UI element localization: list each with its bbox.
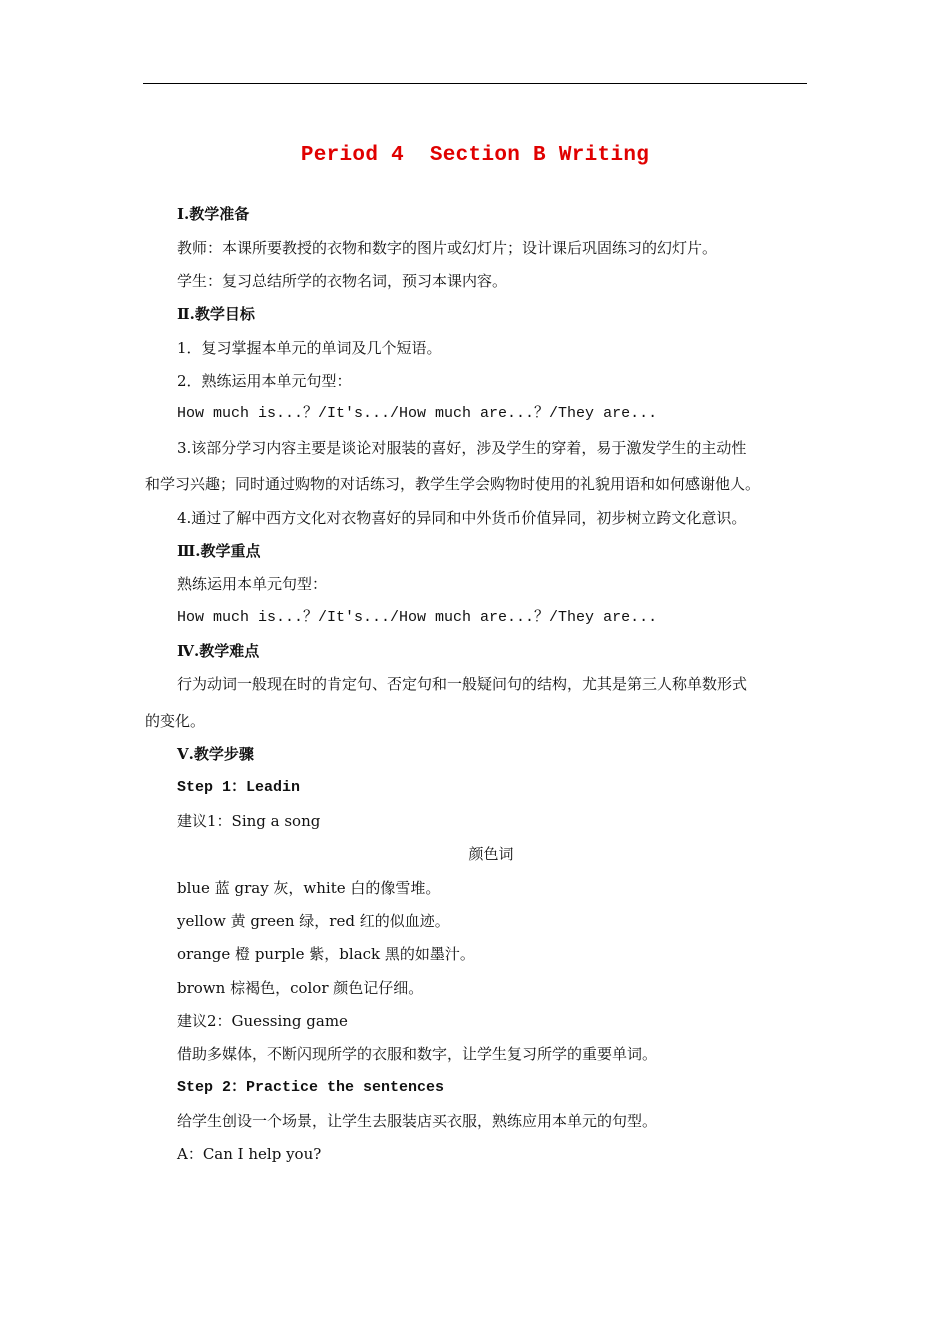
objective-2: 2．熟练运用本单元句型：	[177, 372, 352, 390]
objective-3-line2: 和学习兴趣；同时通过购物的对话练习，教学生学会购物时使用的礼貌用语和如何感谢他人。	[145, 475, 761, 493]
key-point-pattern: How much is...？/It's.../How much are...？/They are...	[177, 609, 658, 626]
song-line: orange 橙 purple 紫，black 黑的如墨汁。	[177, 945, 475, 963]
song-line: blue 蓝 gray 灰，white 白的像雪堆。	[177, 879, 441, 897]
key-point-text: 熟练运用本单元句型：	[177, 575, 328, 593]
song-line: yellow 黄 green 绿，red 红的似血迹。	[177, 912, 450, 930]
section-2-heading: Ⅱ.教学目标	[177, 305, 255, 323]
suggestion-1: 建议1：Sing a song	[177, 812, 321, 830]
difficulty-line1: 行为动词一般现在时的肯定句、否定句和一般疑问句的结构，尤其是第三人称单数形式	[177, 675, 748, 693]
step-2-text: 给学生创设一个场景，让学生去服装店买衣服，熟练应用本单元的句型。	[177, 1112, 658, 1130]
objective-4: 4.通过了解中西方文化对衣物喜好的异同和中外货币价值异同，初步树立跨文化意识。	[177, 509, 747, 527]
section-1-heading: Ⅰ.教学准备	[177, 205, 250, 223]
teacher-prep: 教师：本课所要教授的衣物和数字的图片或幻灯片；设计课后巩固练习的幻灯片。	[177, 239, 718, 257]
header-rule	[143, 83, 807, 84]
student-prep: 学生：复习总结所学的衣物名词，预习本课内容。	[177, 272, 508, 290]
difficulty-line2: 的变化。	[145, 712, 206, 730]
section-4-heading: Ⅳ.教学难点	[177, 642, 260, 660]
objective-3-line1: 3.该部分学习内容主要是谈论对服装的喜好，涉及学生的穿着，易于激发学生的主动性	[177, 439, 747, 457]
song-line: brown 棕褐色，color 颜色记仔细。	[177, 979, 424, 997]
objective-1: 1．复习掌握本单元的单词及几个短语。	[177, 339, 442, 357]
suggestion-2-text: 借助多媒体，不断闪现所学的衣服和数字，让学生复习所学的重要单词。	[177, 1045, 658, 1063]
dialog-line: A：Can I help you?	[177, 1145, 322, 1163]
section-3-heading: Ⅲ.教学重点	[177, 542, 261, 560]
page-title: Period 4 Section B Writing	[300, 144, 650, 167]
suggestion-2: 建议2：Guessing game	[177, 1012, 348, 1030]
song-title: 颜色词	[468, 845, 514, 863]
step-2-heading: Step 2：Practice the sentences	[177, 1079, 445, 1096]
section-5-heading: Ⅴ.教学步骤	[177, 745, 254, 763]
objective-2-pattern: How much is...？/It's.../How much are...？/They are...	[177, 405, 658, 422]
step-1-heading: Step 1：Leadin	[177, 779, 301, 796]
